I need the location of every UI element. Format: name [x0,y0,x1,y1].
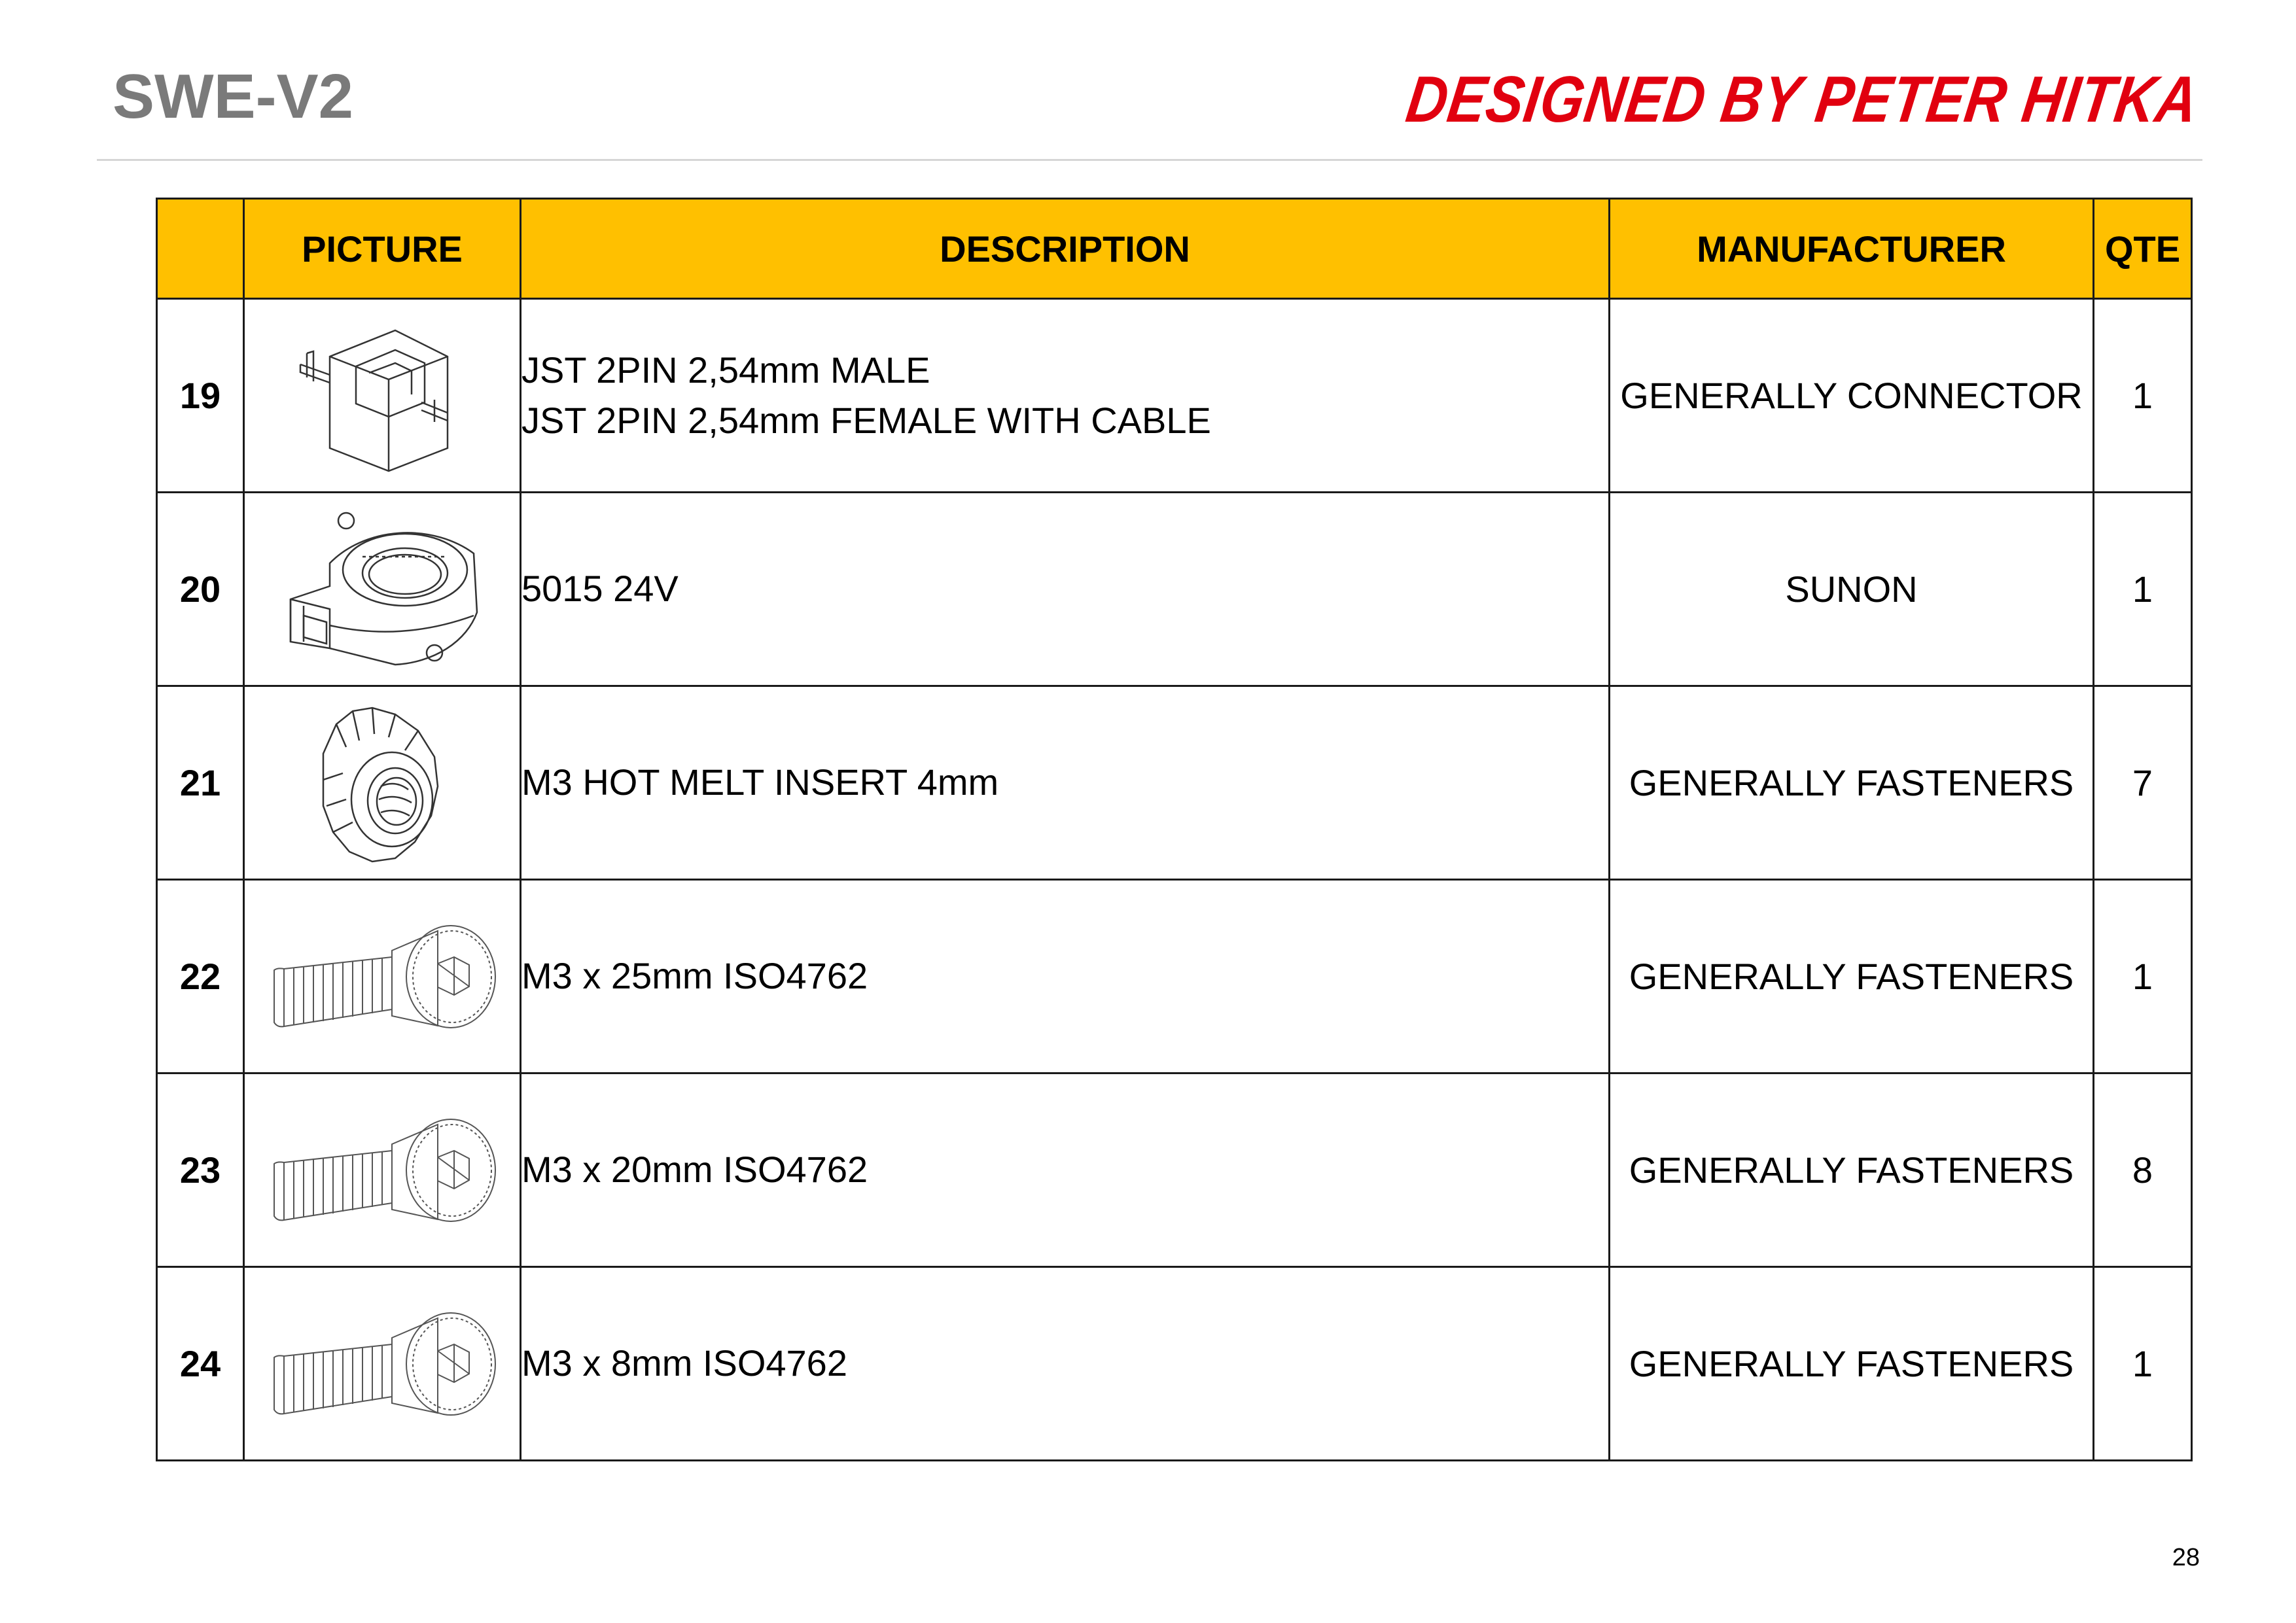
item-quantity: 1 [2094,493,2192,686]
description-line: 5015 24V [521,568,679,610]
column-header-number [157,199,244,299]
item-description [521,299,1610,493]
item-description [521,493,1610,686]
table-row [157,1073,2192,1267]
heat-insert-icon [297,695,467,871]
item-manufacturer: GENERALLY FASTENERS [1610,1073,2094,1267]
item-picture [244,299,521,493]
item-number: 20 [157,493,244,686]
item-number: 24 [157,1267,244,1461]
table-header-row [157,199,2192,299]
description-line: M3 x 25mm ISO4762 [521,955,868,997]
item-number: 21 [157,686,244,880]
table-row [157,686,2192,880]
table-row [157,299,2192,493]
item-picture [244,1267,521,1461]
item-description [521,1267,1610,1461]
description-line: JST 2PIN 2,54mm FEMALE WITH CABLE [521,399,1211,441]
item-quantity: 1 [2094,1267,2192,1461]
column-header-description: DESCRIPTION [521,199,1610,299]
header-divider [97,159,2202,161]
item-quantity: 1 [2094,299,2192,493]
socket-head-screw-icon [261,1299,503,1429]
item-manufacturer: GENERALLY FASTENERS [1610,880,2094,1073]
description-line: JST 2PIN 2,54mm MALE [521,349,930,391]
item-quantity: 8 [2094,1073,2192,1267]
document-title: SWE-V2 [113,61,354,131]
item-picture [244,686,521,880]
item-picture [244,880,521,1073]
column-header-qte: QTE [2094,199,2192,299]
item-description [521,880,1610,1073]
column-header-picture: PICTURE [244,199,521,299]
table-row [157,880,2192,1073]
jst-connector-icon [284,317,480,474]
designer-credit: DESIGNED BY PETER HITKA [1402,63,2203,136]
column-header-manufacturer: MANUFACTURER [1610,199,2094,299]
item-manufacturer: GENERALLY FASTENERS [1610,1267,2094,1461]
item-number: 22 [157,880,244,1073]
parts-table [156,198,2193,1461]
item-number: 23 [157,1073,244,1267]
item-description [521,686,1610,880]
description-line: M3 HOT MELT INSERT 4mm [521,761,999,803]
socket-head-screw-icon [261,911,503,1042]
item-manufacturer: SUNON [1610,493,2094,686]
blower-fan-icon [264,501,500,678]
description-line: M3 x 8mm ISO4762 [521,1342,847,1384]
item-manufacturer: GENERALLY CONNECTOR [1610,299,2094,493]
item-quantity: 1 [2094,880,2192,1073]
socket-head-screw-icon [261,1105,503,1236]
description-line: M3 x 20mm ISO4762 [521,1149,868,1191]
item-description [521,1073,1610,1267]
item-number: 19 [157,299,244,493]
item-picture [244,1073,521,1267]
table-row [157,493,2192,686]
table-row [157,1267,2192,1461]
item-quantity: 7 [2094,686,2192,880]
item-picture [244,493,521,686]
item-manufacturer: GENERALLY FASTENERS [1610,686,2094,880]
page-number: 28 [2172,1544,2200,1571]
